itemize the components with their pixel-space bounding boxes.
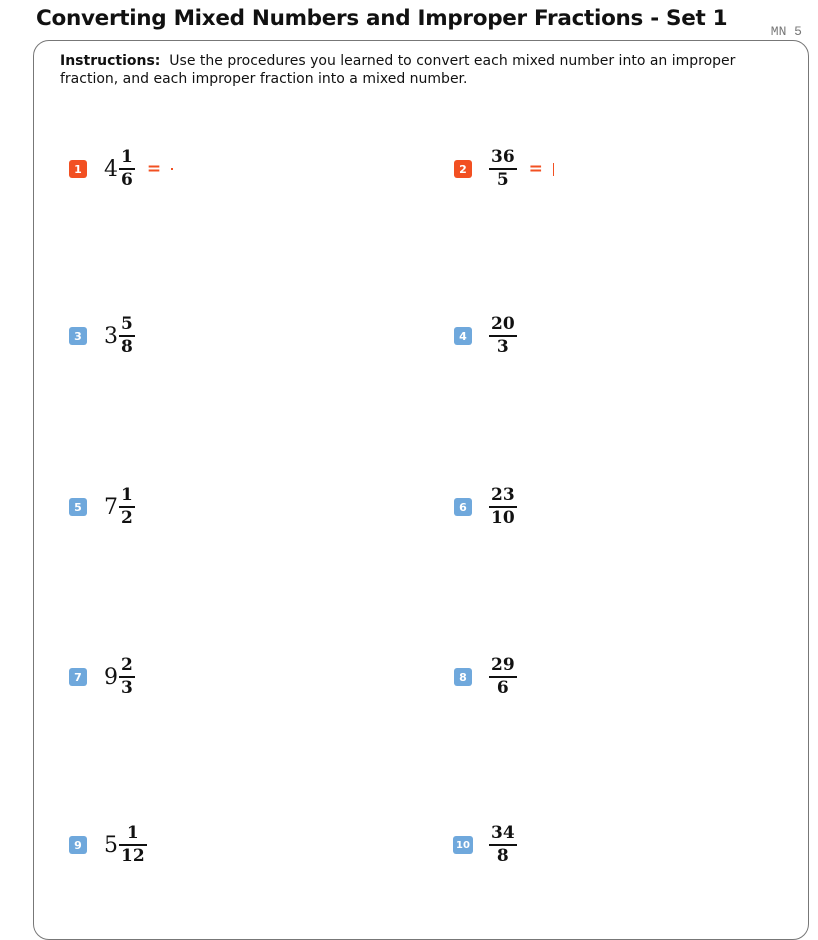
denominator: 6	[496, 678, 509, 698]
mixed-number	[104, 148, 173, 190]
problem-number-badge: 8	[454, 668, 472, 686]
denominator: 6	[121, 170, 133, 190]
problem-8[interactable]	[454, 656, 517, 698]
fraction	[119, 656, 135, 698]
fraction	[119, 148, 135, 190]
fraction	[489, 315, 517, 357]
problem-number-badge: 6	[454, 498, 472, 516]
whole-part: 9	[104, 664, 118, 690]
fraction	[119, 315, 135, 357]
denominator: 2	[121, 508, 133, 528]
denominator: 8	[121, 337, 133, 357]
improper-fraction	[489, 656, 517, 698]
worksheet-code: MN 5	[770, 24, 802, 39]
denominator: 12	[121, 846, 145, 866]
problem-10[interactable]	[453, 824, 517, 866]
denominator: 10	[491, 508, 515, 528]
problem-4[interactable]	[454, 315, 517, 357]
problem-3[interactable]	[69, 315, 135, 357]
improper-fraction	[489, 148, 554, 190]
improper-fraction	[489, 315, 517, 357]
page-title: Converting Mixed Numbers and Improper Fractions - Set 1	[36, 6, 728, 31]
answer-input-caret[interactable]	[553, 163, 554, 176]
problem-number-badge: 3	[69, 327, 87, 345]
numerator: 1	[121, 147, 133, 167]
whole-part: 5	[104, 832, 118, 858]
equals-sign: =	[146, 159, 162, 179]
problem-5[interactable]	[69, 486, 135, 528]
problem-number-badge: 5	[69, 498, 87, 516]
instructions-text: Use the procedures you learned to convert each mixed number into an improper fraction, and each improper fraction into a mixed number.	[60, 53, 736, 87]
problem-2[interactable]	[454, 148, 554, 190]
problem-number-badge: 7	[69, 668, 87, 686]
problem-number-badge: 2	[454, 160, 472, 178]
numerator: 2	[121, 655, 133, 675]
mixed-number	[104, 656, 135, 698]
mixed-number	[104, 315, 135, 357]
fraction	[119, 486, 135, 528]
problem-1[interactable]	[69, 148, 173, 190]
answer-input-caret[interactable]	[171, 168, 173, 170]
numerator: 29	[491, 655, 515, 675]
mixed-number	[104, 486, 135, 528]
whole-part: 7	[104, 494, 118, 520]
fraction	[489, 824, 517, 866]
problem-number-badge: 9	[69, 836, 87, 854]
fraction	[119, 824, 147, 866]
instructions-label: Instructions:	[60, 53, 161, 69]
mixed-number	[104, 824, 147, 866]
denominator: 5	[496, 170, 509, 190]
improper-fraction	[489, 824, 517, 866]
instructions	[60, 52, 760, 88]
problem-7[interactable]	[69, 656, 135, 698]
whole-part: 4	[104, 156, 118, 182]
numerator: 5	[121, 314, 133, 334]
fraction	[489, 148, 517, 190]
improper-fraction	[489, 486, 517, 528]
denominator: 3	[121, 678, 133, 698]
numerator: 1	[121, 485, 133, 505]
fraction	[489, 656, 517, 698]
equals-sign: =	[528, 159, 543, 179]
problem-6[interactable]	[454, 486, 517, 528]
numerator: 23	[491, 485, 515, 505]
denominator: 3	[496, 337, 509, 357]
problem-number-badge: 4	[454, 327, 472, 345]
whole-part: 3	[104, 323, 118, 349]
numerator: 34	[491, 823, 515, 843]
numerator: 36	[491, 147, 515, 167]
problem-9[interactable]	[69, 824, 147, 866]
numerator: 1	[126, 823, 139, 843]
numerator: 20	[491, 314, 515, 334]
fraction	[489, 486, 517, 528]
problem-number-badge: 1	[69, 160, 87, 178]
denominator: 8	[496, 846, 509, 866]
problem-number-badge: 10	[453, 836, 473, 854]
